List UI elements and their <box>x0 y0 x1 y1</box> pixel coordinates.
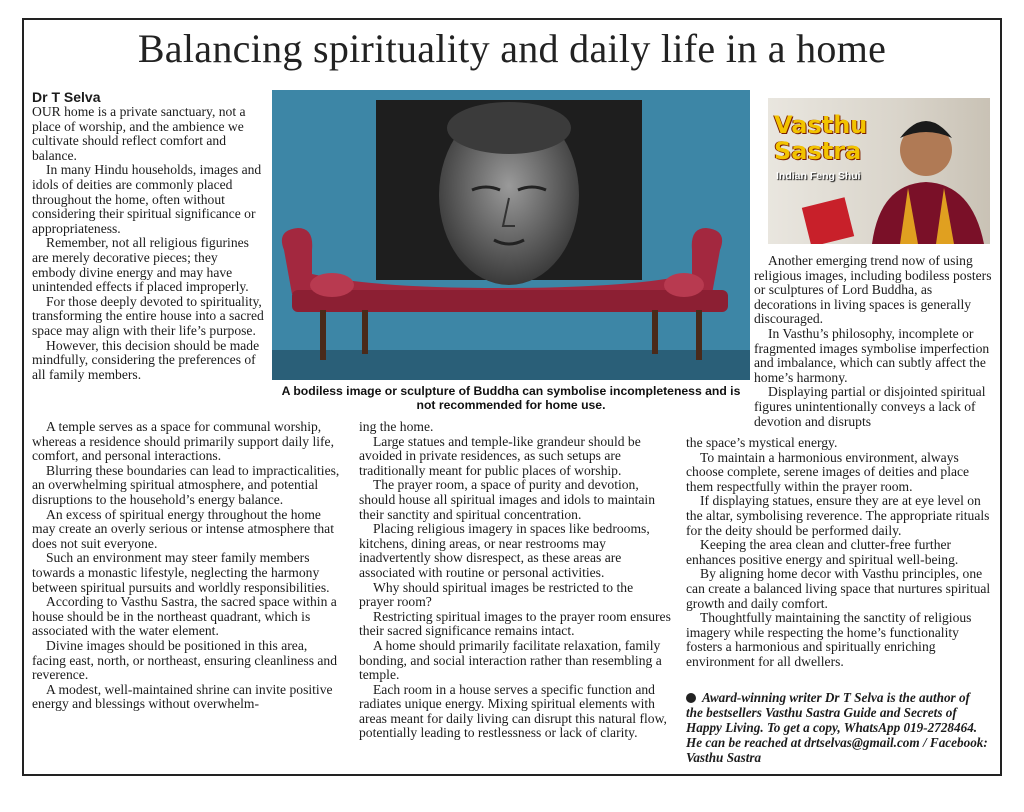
buddha-bench-photo <box>272 90 750 380</box>
logo-title-line1: Vasthu <box>774 111 868 139</box>
photo-caption: A bodiless image or sculpture of Buddha can symbolise incompleteness and is not recommended for home use. <box>281 384 741 412</box>
paragraph: The prayer room, a space of purity and devotion, should house all spiritual images and idols to maintain their sanctity and spiritual concentration. <box>359 477 656 522</box>
paragraph: Large statues and temple-like grandeur should be avoided in private residences, as such setups are traditionally meant for public places of worship. <box>359 433 641 478</box>
author-bio-text: Award-winning writer Dr T Selva is the author of the bestsellers Vasthu Sastra Guide and Secrets of Happy Living. To get a copy, WhatsApp 019-2728464. He can be reached at drtselvas@gmail.com / Facebook: Vasthu Sastra <box>686 690 988 765</box>
paragraph: To maintain a harmonious environment, always choose complete, serene images of deities and place them respectfully within the prayer room. <box>686 449 970 494</box>
column-3 <box>754 254 992 429</box>
paragraph: A modest, well-maintained shrine can invite positive energy and blessings without overwhelm- <box>32 681 333 712</box>
paragraph: According to Vasthu Sastra, the sacred space within a house should be in the northeast quadrant, which is associated with the water element. <box>32 594 337 639</box>
paragraph: Displaying partial or disjointed spiritual figures unintentionally conveys a lack of devotion and disrupts <box>754 384 986 429</box>
paragraph: In Vasthu’s philosophy, incomplete or fragmented images symbolise imperfection and imbalance, which can subtly affect the home’s harmony. <box>754 325 990 385</box>
paragraph: In many Hindu households, images and idols of deities are commonly placed throughout the home, often without considering their spiritual significance or appropriateness. <box>32 162 262 236</box>
paragraph: By aligning home decor with Vasthu principles, one can create a balanced living space that nurtures spiritual growth and daily comfort. <box>686 566 991 611</box>
paragraph: Blurring these boundaries can lead to impracticalities, an overwhelming spiritual atmosphere, and potential disruptions to the household’s energy balance. <box>32 462 340 507</box>
author-bio <box>686 690 988 765</box>
logo-title-line2: Sastra <box>774 137 862 165</box>
byline: Dr T Selva <box>32 89 101 105</box>
vasthu-sastra-logo-photo <box>768 98 990 244</box>
buddha-bench-illustration <box>272 90 750 380</box>
paragraph: ing the home. <box>359 419 434 434</box>
paragraph: An excess of spiritual energy throughout the home may create an overly serious or intense atmosphere that does not suit everyone. <box>32 506 334 551</box>
paragraph: Restricting spiritual images to the prayer room ensures their sacred significance remains intact. <box>359 608 671 639</box>
paragraph: Such an environment may steer family members towards a monastic lifestyle, neglecting the harmony between spiritual pursuits and worldly responsibilities. <box>32 550 330 595</box>
column-1 <box>32 90 264 382</box>
headline: Balancing spirituality and daily life in a home <box>137 26 887 71</box>
paragraph: the space’s mystical energy. <box>686 435 838 450</box>
paragraph: However, this decision should be made mindfully, considering the preferences of all family members. <box>32 337 260 382</box>
bullet-icon <box>686 693 696 703</box>
paragraph: Keeping the area clean and clutter-free further enhances positive energy and spiritual well-being. <box>686 537 959 567</box>
paragraph: OUR home is a private sanctuary, not a place of worship, and the ambience we cultivate should reflect comfort and balance. <box>32 104 246 163</box>
column-2 <box>359 420 671 741</box>
paragraph: Another emerging trend now of using religious images, including bodiless posters or sculptures of Lord Buddha, as decorations in living spaces is generally discouraged. <box>754 253 992 327</box>
column-1-lower <box>32 420 342 712</box>
paragraph: Each room in a house serves a specific function and radiates unique energy. Mixing spiritual elements with areas meant for daily living can disrupt this natural flow, potentially leading to restlessness or lack of clarity. <box>359 681 667 741</box>
logo-subtitle: Indian Feng Shui <box>776 170 861 182</box>
paragraph: A temple serves as a space for communal worship, whereas a residence should primarily support daily life, comfort, and personal interactions. <box>32 419 334 464</box>
paragraph: If displaying statues, ensure they are at eye level on the altar, symbolising reverence. The appropriate rituals for the deity should be performed daily. <box>686 493 990 538</box>
paragraph: Placing religious imagery in spaces like bedrooms, kitchens, dining areas, or near restrooms may inadvertently show disrespect, as these areas are associated with routine or personal activities. <box>359 521 650 580</box>
paragraph: Divine images should be positioned in this area, facing east, north, or northeast, ensuring cleanliness and reverence. <box>32 637 338 683</box>
paragraph: Why should spiritual images be restricted to the prayer room? <box>359 579 634 610</box>
paragraph: A home should primarily facilitate relaxation, family bonding, and social interaction rather than resembling a temple. <box>359 637 662 683</box>
paragraph: Remember, not all religious figurines are merely decorative pieces; they embody divine energy and may have unintended effects if placed improperly. <box>32 235 249 295</box>
paragraph: For those deeply devoted to spirituality, transforming the entire house into a sacred space may align with their life’s purpose. <box>32 293 264 338</box>
paragraph: Thoughtfully maintaining the sanctity of religious imagery while respecting the home’s functionality fosters a harmonious and spiritually enriching environment for all dwellers. <box>686 610 972 669</box>
author-portrait <box>768 98 990 244</box>
column-3-lower <box>686 436 992 670</box>
